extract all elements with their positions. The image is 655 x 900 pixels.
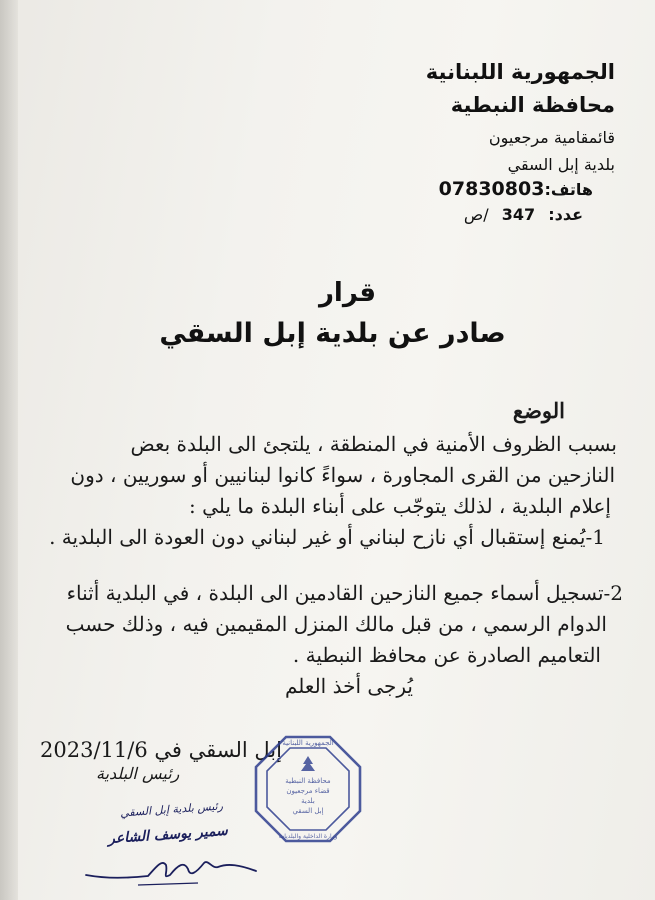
ref-suffix: /ص: [463, 205, 489, 224]
decision-subtitle: صادر عن بلدية إبل السقي: [159, 318, 506, 349]
phone-value: 07830803: [438, 178, 545, 200]
decision-word: قرار: [318, 278, 377, 308]
municipal-stamp: [252, 733, 364, 845]
header-district: قائمقامية مرجعيون: [488, 128, 615, 147]
ref-label: عدد:: [548, 205, 583, 224]
stamp-outer-text: الجمهورية اللبنانية: [282, 739, 334, 747]
signature-line-1: رئيس بلدية إبل السقي: [119, 799, 224, 820]
header-reference: [464, 205, 583, 224]
svg-text:قضاء مرجعيون: قضاء مرجعيون: [286, 787, 330, 795]
header-republic: الجمهورية اللبنانية: [425, 60, 615, 84]
signatory-title: رئيس البلدية: [96, 764, 180, 783]
svg-text:إبل السقي: إبل السقي: [292, 807, 324, 815]
cedar-icon: [301, 756, 315, 771]
stamp-bottom-text: وزارة الداخلية والبلديات: [278, 833, 338, 840]
header-governorate: محافظة النبطية: [450, 93, 615, 117]
section-heading: الوضع: [512, 398, 565, 423]
phone-label: هاتف:: [544, 180, 593, 199]
page-fold-shadow: [0, 0, 18, 900]
body-item-1: 1-يُمنع إستقبال أي نازح لبناني أو غير لبناني دون العودة الى البلدية .: [49, 525, 605, 549]
body-item-2-line-1: 2-تسجيل أسماء جميع النازحين القادمين الى البلدة ، في البلدية أثناء: [66, 581, 623, 605]
body-line-3: إعلام البلدية ، لذلك يتوجّب على أبناء البلدة ما يلي :: [189, 494, 611, 518]
body-line-1: بسبب الظروف الأمنية في المنطقة ، يلتجئ الى البلدة بعض: [130, 432, 617, 456]
decision-title: [0, 278, 655, 308]
svg-text:محافظة النبطية: محافظة النبطية: [285, 777, 331, 785]
signature-block: [78, 795, 268, 890]
header-municipality: بلدية إبل السقي: [507, 155, 615, 174]
body-item-2-line-2: الدوام الرسمي ، من قبل مالك المنزل المقيمين فيه ، وذلك حسب: [65, 612, 607, 636]
ref-value: 347: [501, 205, 536, 224]
body-item-2-line-3: التعاميم الصادرة عن محافظ النبطية .: [292, 643, 601, 667]
signature-line-2: سمير يوسف الشاعر: [107, 822, 229, 848]
header-phone: [439, 178, 593, 200]
body-line-2: النازحين من القرى المجاورة ، سواءً كانوا لبنانيين أو سوريين ، دون: [70, 463, 615, 487]
place-date: إبل السقي في 2023/11/6: [40, 738, 282, 762]
closing-note: يُرجى أخذ العلم: [285, 674, 413, 698]
signature-scribble: [78, 845, 268, 890]
svg-text:بلدية: بلدية: [301, 797, 315, 805]
